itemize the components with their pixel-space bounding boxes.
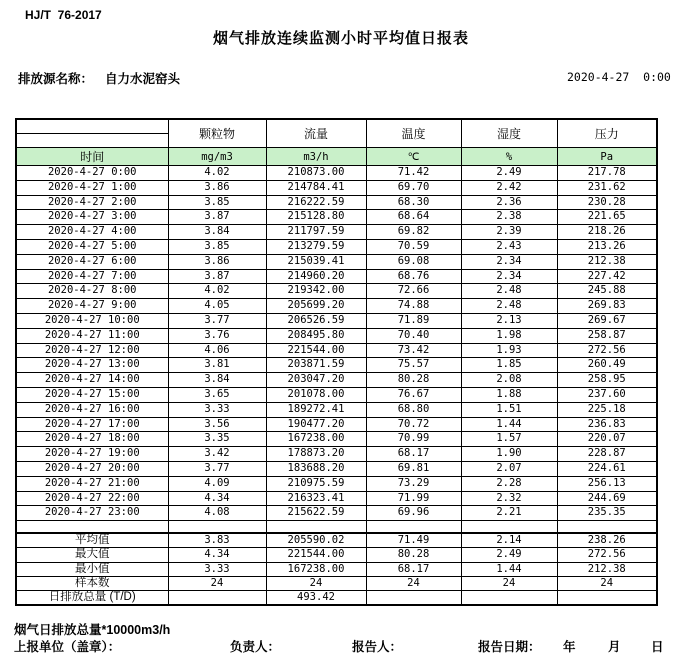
value-cell: 218.26 [557,225,657,240]
value-cell: 3.42 [168,447,266,462]
table-row [16,328,657,343]
value-cell: 269.83 [557,299,657,314]
report-unit-label: 上报单位（盖章）： [14,640,121,654]
value-cell: 2.07 [461,461,557,476]
value-cell: 215622.59 [266,506,366,521]
table-row [16,225,657,240]
col-header-flow: 流量 [266,119,366,148]
summary-value-cell: 24 [266,576,366,590]
value-cell: 215128.80 [266,210,366,225]
time-cell: 2020-4-27 23:00 [16,506,168,521]
summary-value-cell: 493.42 [266,590,366,605]
summary-value-cell: 3.83 [168,533,266,548]
value-cell: 203871.59 [266,358,366,373]
value-cell: 260.49 [557,358,657,373]
value-cell: 230.28 [557,195,657,210]
time-cell: 2020-4-27 13:00 [16,358,168,373]
value-cell: 4.02 [168,284,266,299]
summary-value-cell: 2.14 [461,533,557,548]
value-cell: 210975.59 [266,476,366,491]
value-cell: 214784.41 [266,180,366,195]
summary-label: 最小值 [16,562,168,576]
report-date-label: 报告日期： [478,640,541,654]
time-cell: 2020-4-27 6:00 [16,254,168,269]
time-cell: 2020-4-27 4:00 [16,225,168,240]
summary-value-cell: 71.49 [366,533,461,548]
value-cell: 71.42 [366,166,461,181]
time-cell: 2020-4-27 5:00 [16,239,168,254]
value-cell: 183688.20 [266,461,366,476]
value-cell: 2.48 [461,299,557,314]
value-cell: 4.09 [168,476,266,491]
value-cell: 2.42 [461,180,557,195]
value-cell: 258.87 [557,328,657,343]
summary-value-cell: 80.28 [366,548,461,562]
table-row [16,476,657,491]
value-cell: 68.80 [366,402,461,417]
value-cell: 217.78 [557,166,657,181]
value-cell: 235.35 [557,506,657,521]
time-cell: 2020-4-27 17:00 [16,417,168,432]
time-cell: 2020-4-27 22:00 [16,491,168,506]
value-cell: 221544.00 [266,343,366,358]
table-row [16,461,657,476]
table-row [16,195,657,210]
value-cell: 70.72 [366,417,461,432]
table-row [16,417,657,432]
summary-value-cell: 24 [461,576,557,590]
time-cell: 2020-4-27 21:00 [16,476,168,491]
unit-pressure: Pa [557,148,657,166]
blank-cell [16,119,168,134]
value-cell: 68.76 [366,269,461,284]
value-cell: 205699.20 [266,299,366,314]
table-row [16,269,657,284]
blank-cell [266,521,366,534]
value-cell: 80.28 [366,373,461,388]
value-cell: 1.85 [461,358,557,373]
value-cell: 212.38 [557,254,657,269]
value-cell: 206526.59 [266,313,366,328]
value-cell: 216222.59 [266,195,366,210]
blank-cell [366,521,461,534]
report-datetime: 2020-4-27 0:00 [567,70,671,84]
table-row [16,358,657,373]
time-cell: 2020-4-27 16:00 [16,402,168,417]
value-cell: 69.08 [366,254,461,269]
blank-cell [168,521,266,534]
value-cell: 237.60 [557,387,657,402]
summary-value-cell: 3.33 [168,562,266,576]
value-cell: 224.61 [557,461,657,476]
value-cell: 1.90 [461,447,557,462]
flow-unit-note: 烟气日排放总量*10000m3/h [14,623,171,637]
value-cell: 256.13 [557,476,657,491]
summary-value-cell: 24 [366,576,461,590]
table-row [16,506,657,521]
responsible-label: 负责人： [230,640,281,654]
value-cell: 213.26 [557,239,657,254]
value-cell: 190477.20 [266,417,366,432]
value-cell: 2.28 [461,476,557,491]
value-cell: 258.95 [557,373,657,388]
value-cell: 269.67 [557,313,657,328]
summary-row [16,576,657,590]
reporter-label: 报告人： [352,640,403,654]
blank-cell [16,521,168,534]
value-cell: 216323.41 [266,491,366,506]
value-cell: 1.44 [461,417,557,432]
table-row [16,432,657,447]
value-cell: 2.32 [461,491,557,506]
time-cell: 2020-4-27 14:00 [16,373,168,388]
value-cell: 1.98 [461,328,557,343]
value-cell: 68.17 [366,447,461,462]
value-cell: 76.67 [366,387,461,402]
value-cell: 211797.59 [266,225,366,240]
time-cell: 2020-4-27 11:00 [16,328,168,343]
value-cell: 3.77 [168,313,266,328]
value-cell: 272.56 [557,343,657,358]
value-cell: 2.36 [461,195,557,210]
value-cell: 2.34 [461,269,557,284]
value-cell: 2.21 [461,506,557,521]
summary-value-cell: 68.17 [366,562,461,576]
value-cell: 71.89 [366,313,461,328]
table-row [16,284,657,299]
value-cell: 2.43 [461,239,557,254]
value-cell: 4.06 [168,343,266,358]
summary-value-cell [461,590,557,605]
unit-humidity: % [461,148,557,166]
table-row [16,491,657,506]
value-cell: 3.35 [168,432,266,447]
year-label: 年 [563,640,576,654]
summary-label: 平均值 [16,533,168,548]
table-row [16,447,657,462]
time-cell: 2020-4-27 18:00 [16,432,168,447]
unit-header-row [16,148,657,166]
value-cell: 3.65 [168,387,266,402]
unit-flow: m3/h [266,148,366,166]
value-cell: 70.99 [366,432,461,447]
blank-cell [461,521,557,534]
value-cell: 72.66 [366,284,461,299]
table-row [16,299,657,314]
value-cell: 189272.41 [266,402,366,417]
value-cell: 1.93 [461,343,557,358]
time-cell: 2020-4-27 20:00 [16,461,168,476]
summary-row [16,548,657,562]
table-row [16,343,657,358]
report-table [15,118,658,606]
col-header-humidity: 湿度 [461,119,557,148]
value-cell: 2.48 [461,284,557,299]
value-cell: 75.57 [366,358,461,373]
separator-row [16,521,657,534]
summary-value-cell [557,590,657,605]
value-cell: 231.62 [557,180,657,195]
time-cell: 2020-4-27 9:00 [16,299,168,314]
standard-code: HJ/T 76-2017 [25,8,102,22]
summary-value-cell: 205590.02 [266,533,366,548]
value-cell: 220.07 [557,432,657,447]
value-cell: 201078.00 [266,387,366,402]
value-cell: 3.81 [168,358,266,373]
value-cell: 2.34 [461,254,557,269]
summary-label: 日排放总量 (T/D) [16,590,168,605]
table-row [16,373,657,388]
value-cell: 69.96 [366,506,461,521]
value-cell: 3.86 [168,254,266,269]
summary-value-cell: 272.56 [557,548,657,562]
pollutant-header-row [16,119,657,134]
blank-cell [557,521,657,534]
value-cell: 69.70 [366,180,461,195]
value-cell: 68.30 [366,195,461,210]
value-cell: 3.77 [168,461,266,476]
day-label: 日 [651,640,664,654]
value-cell: 2.38 [461,210,557,225]
time-cell: 2020-4-27 15:00 [16,387,168,402]
value-cell: 69.81 [366,461,461,476]
time-cell: 2020-4-27 12:00 [16,343,168,358]
summary-label: 样本数 [16,576,168,590]
summary-value-cell: 24 [557,576,657,590]
value-cell: 208495.80 [266,328,366,343]
summary-value-cell: 4.34 [168,548,266,562]
unit-particulate: mg/m3 [168,148,266,166]
time-cell: 2020-4-27 10:00 [16,313,168,328]
time-header: 时间 [16,148,168,166]
col-header-temperature: 温度 [366,119,461,148]
value-cell: 227.42 [557,269,657,284]
value-cell: 2.13 [461,313,557,328]
source-name-label: 排放源名称： [18,72,94,86]
value-cell: 3.87 [168,210,266,225]
value-cell: 73.42 [366,343,461,358]
table-row [16,402,657,417]
value-cell: 215039.41 [266,254,366,269]
value-cell: 1.57 [461,432,557,447]
summary-value-cell: 167238.00 [266,562,366,576]
value-cell: 3.85 [168,239,266,254]
value-cell: 244.69 [557,491,657,506]
value-cell: 4.08 [168,506,266,521]
summary-row [16,562,657,576]
unit-temperature: ℃ [366,148,461,166]
value-cell: 210873.00 [266,166,366,181]
time-cell: 2020-4-27 7:00 [16,269,168,284]
value-cell: 3.76 [168,328,266,343]
summary-value-cell: 24 [168,576,266,590]
time-cell: 2020-4-27 1:00 [16,180,168,195]
value-cell: 74.88 [366,299,461,314]
value-cell: 228.87 [557,447,657,462]
time-cell: 2020-4-27 3:00 [16,210,168,225]
summary-value-cell [366,590,461,605]
value-cell: 236.83 [557,417,657,432]
value-cell: 4.34 [168,491,266,506]
value-cell: 3.86 [168,180,266,195]
table-row [16,254,657,269]
summary-value-cell: 221544.00 [266,548,366,562]
summary-value-cell [168,590,266,605]
value-cell: 68.64 [366,210,461,225]
value-cell: 3.56 [168,417,266,432]
value-cell: 2.08 [461,373,557,388]
value-cell: 221.65 [557,210,657,225]
col-header-pressure: 压力 [557,119,657,148]
value-cell: 2.49 [461,166,557,181]
value-cell: 71.99 [366,491,461,506]
summary-row [16,533,657,548]
value-cell: 70.40 [366,328,461,343]
table-row [16,313,657,328]
month-label: 月 [608,640,621,654]
value-cell: 3.84 [168,373,266,388]
summary-value-cell: 1.44 [461,562,557,576]
value-cell: 73.29 [366,476,461,491]
signature-line [0,637,682,655]
value-cell: 1.51 [461,402,557,417]
value-cell: 245.88 [557,284,657,299]
value-cell: 167238.00 [266,432,366,447]
col-header-particulate: 颗粒物 [168,119,266,148]
table-row [16,166,657,181]
source-name-value: 自力水泥窑头 [105,72,181,86]
summary-row [16,590,657,605]
value-cell: 214960.20 [266,269,366,284]
value-cell: 69.82 [366,225,461,240]
table-row [16,387,657,402]
time-cell: 2020-4-27 8:00 [16,284,168,299]
value-cell: 219342.00 [266,284,366,299]
value-cell: 4.05 [168,299,266,314]
value-cell: 3.85 [168,195,266,210]
summary-label: 最大值 [16,548,168,562]
table-row [16,210,657,225]
summary-value-cell: 2.49 [461,548,557,562]
value-cell: 4.02 [168,166,266,181]
blank-cell [16,134,168,148]
value-cell: 203047.20 [266,373,366,388]
value-cell: 70.59 [366,239,461,254]
value-cell: 178873.20 [266,447,366,462]
page-title: 烟气排放连续监测小时平均值日报表 [212,30,469,47]
time-cell: 2020-4-27 2:00 [16,195,168,210]
value-cell: 213279.59 [266,239,366,254]
value-cell: 2.39 [461,225,557,240]
time-cell: 2020-4-27 19:00 [16,447,168,462]
time-cell: 2020-4-27 0:00 [16,166,168,181]
value-cell: 1.88 [461,387,557,402]
value-cell: 3.87 [168,269,266,284]
value-cell: 3.33 [168,402,266,417]
summary-value-cell: 238.26 [557,533,657,548]
summary-value-cell: 212.38 [557,562,657,576]
table-row [16,239,657,254]
table-row [16,180,657,195]
value-cell: 3.84 [168,225,266,240]
value-cell: 225.18 [557,402,657,417]
